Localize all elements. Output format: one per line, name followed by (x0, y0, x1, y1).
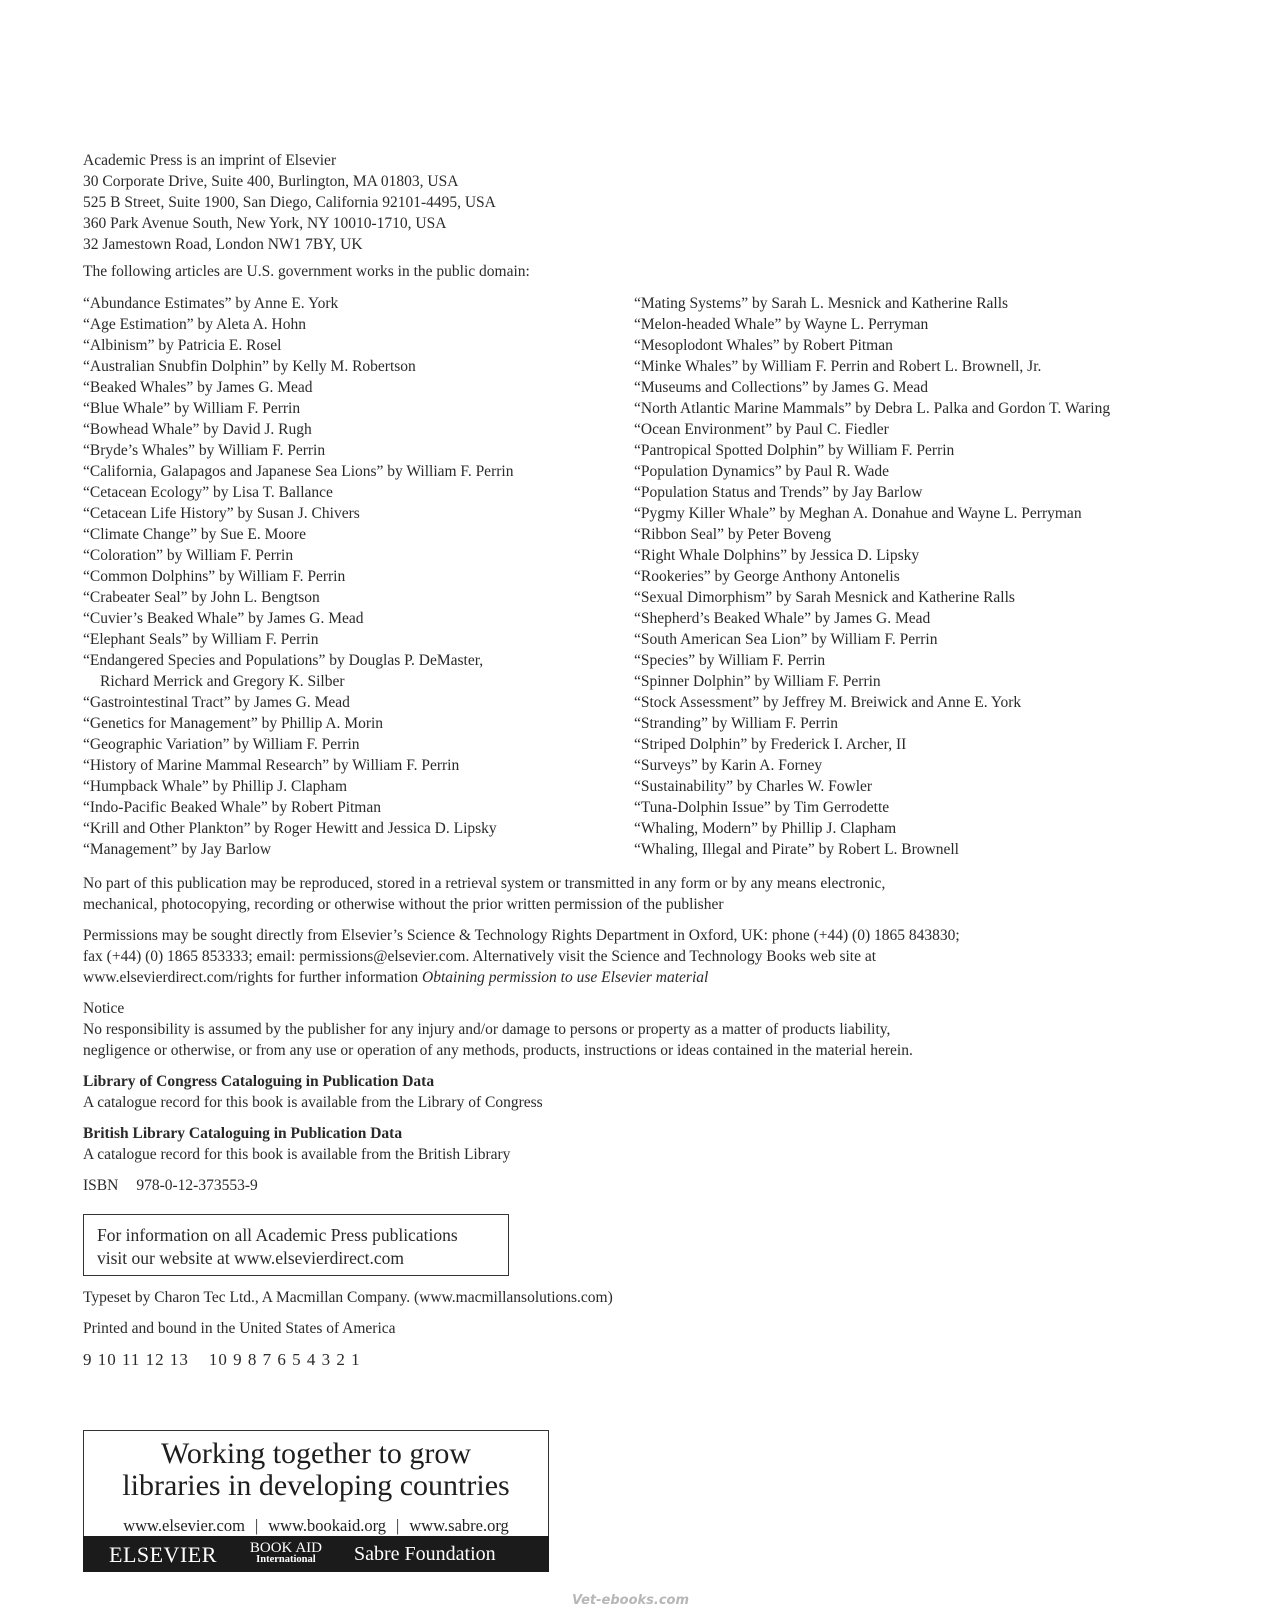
rights-statement (83, 873, 1203, 915)
articles-column-right (634, 293, 1203, 860)
typeset-credit: Typeset by Charon Tec Ltd., A Macmillan Company. (www.macmillansolutions.com) (83, 1289, 613, 1306)
banner-title (84, 1431, 548, 1502)
permissions-link-text: www.elsevierdirect.com/rights for further information (83, 969, 423, 986)
loc-heading: Library of Congress Cataloguing in Publication Data (83, 1073, 435, 1090)
address-line: 32 Jamestown Road, London NW1 7BY, UK (83, 236, 363, 253)
article-credit: “Species” by William F. Perrin (634, 652, 826, 669)
notice-line: negligence or otherwise, or from any use or operation of any methods, products, instructions or ideas contained in the material herein. (83, 1042, 913, 1059)
bl-heading: British Library Cataloguing in Publication Data (83, 1125, 403, 1142)
article-credit: “Tuna-Dolphin Issue” by Tim Gerrodette (634, 799, 890, 816)
article-credit: “Ribbon Seal” by Peter Boveng (634, 526, 832, 543)
address-line: 360 Park Avenue South, New York, NY 10010-1710, USA (83, 215, 447, 232)
isbn-label: ISBN (83, 1177, 119, 1194)
article-credit: “Museums and Collections” by James G. Mead (634, 379, 929, 396)
link-separator: | (254, 1516, 259, 1535)
article-credit: “Shepherd’s Beaked Whale” by James G. Mead (634, 610, 931, 627)
info-box-line: visit our website at www.elsevierdirect.com (97, 1248, 404, 1268)
publisher-address (83, 150, 1203, 255)
article-credit: “Striped Dolphin” by Frederick I. Archer, II (634, 736, 907, 753)
article-credit: “Indo-Pacific Beaked Whale” by Robert Pitman (83, 799, 381, 816)
article-credit: “Crabeater Seal” by John L. Bengtson (83, 589, 320, 606)
article-credit: “Minke Whales” by William F. Perrin and Robert L. Brownell, Jr. (634, 358, 1042, 375)
article-credit: “Climate Change” by Sue E. Moore (83, 526, 306, 543)
article-credit: “Blue Whale” by William F. Perrin (83, 400, 301, 417)
public-domain-articles (83, 293, 1203, 860)
bl-cataloguing (83, 1123, 1203, 1165)
bookaid-logo (250, 1542, 322, 1566)
article-credit: “Krill and Other Plankton” by Roger Hewitt and Jessica D. Lipsky (83, 820, 497, 837)
article-credit: “Abundance Estimates” by Anne E. York (83, 295, 339, 312)
article-credit: “Spinner Dolphin” by William F. Perrin (634, 673, 881, 690)
sponsor-logo-bar (83, 1536, 549, 1572)
article-credit: “Cetacean Life History” by Susan J. Chivers (83, 505, 360, 522)
article-credit: “Ocean Environment” by Paul C. Fiedler (634, 421, 889, 438)
article-credit: “History of Marine Mammal Research” by William F. Perrin (83, 757, 460, 774)
article-credit: “Right Whale Dolphins” by Jessica D. Lipsky (634, 547, 920, 564)
loc-cataloguing (83, 1071, 1203, 1113)
link-separator: | (396, 1516, 400, 1535)
article-credit: “Beaked Whales” by James G. Mead (83, 379, 313, 396)
article-credit: “Pygmy Killer Whale” by Meghan A. Donahue and Wayne L. Perryman (634, 505, 1082, 522)
article-credit: “Whaling, Modern” by Phillip J. Clapham (634, 820, 897, 837)
print-run: 10 9 8 7 6 5 4 3 2 1 (208, 1350, 361, 1369)
permissions-line: fax (+44) (0) 1865 853333; email: permissions@elsevier.com. Alternatively visit the Science and Technology Books web site at (83, 948, 877, 965)
loc-text: A catalogue record for this book is available from the Library of Congress (83, 1094, 543, 1111)
article-credit: “Rookeries” by George Anthony Antonelis (634, 568, 900, 585)
article-credit: “Cetacean Ecology” by Lisa T. Ballance (83, 484, 333, 501)
permissions-statement (83, 925, 1203, 988)
bookaid-logo-sub: International (256, 1554, 316, 1565)
article-credit: “Cuvier’s Beaked Whale” by James G. Mead (83, 610, 364, 627)
isbn-value: 978-0-12-373553-9 (136, 1177, 258, 1194)
print-years: 9 10 11 12 13 (83, 1350, 189, 1369)
article-credit: “Geographic Variation” by William F. Perrin (83, 736, 360, 753)
printed-statement: Printed and bound in the United States of America (83, 1320, 396, 1337)
sabre-logo: Sabre Foundation (353, 1542, 496, 1565)
permissions-line: Permissions may be sought directly from Elsevier’s Science & Technology Rights Department in Oxford, UK: phone (+44) (0) 1865 843830; (83, 927, 960, 944)
article-credit: “Population Dynamics” by Paul R. Wade (634, 463, 890, 480)
article-credit: “North Atlantic Marine Mammals” by Debra L. Palka and Gordon T. Waring (634, 400, 1111, 417)
book-aid-banner (83, 1430, 549, 1572)
article-credit: “Stranding” by William F. Perrin (634, 715, 839, 732)
article-credit: “Bryde’s Whales” by William F. Perrin (83, 442, 326, 459)
elsevier-logo: ELSEVIER (109, 1541, 217, 1567)
permissions-italic-title: Obtaining permission to use Elsevier material (422, 969, 709, 986)
printer-key (83, 1349, 1203, 1370)
address-line: 525 B Street, Suite 1900, San Diego, California 92101-4495, USA (83, 194, 496, 211)
bookaid-logo-name: BOOK AID (249, 1540, 322, 1556)
article-credit-continued: Richard Merrick and Gregory K. Silber (100, 673, 345, 690)
sabre-link[interactable]: www.sabre.org (409, 1516, 509, 1535)
article-credit: “Bowhead Whale” by David J. Rugh (83, 421, 312, 438)
article-credit: “Gastrointestinal Tract” by James G. Mead (83, 694, 350, 711)
article-credit: “Age Estimation” by Aleta A. Hohn (83, 316, 306, 333)
article-credit: “Melon-headed Whale” by Wayne L. Perryman (634, 316, 929, 333)
rights-line: mechanical, photocopying, recording or otherwise without the prior written permission of the publisher (83, 896, 724, 913)
bookaid-link[interactable]: www.bookaid.org (268, 1516, 387, 1535)
article-credit: “Albinism” by Patricia E. Rosel (83, 337, 282, 354)
article-credit: “Mesoplodont Whales” by Robert Pitman (634, 337, 893, 354)
banner-title-line: libraries in developing countries (122, 1469, 510, 1502)
banner-title-line: Working together to grow (160, 1437, 472, 1470)
article-credit: “Genetics for Management” by Phillip A. Morin (83, 715, 384, 732)
watermark: Vet-ebooks.com (572, 1593, 690, 1608)
article-credit: “Pantropical Spotted Dolphin” by William F. Perrin (634, 442, 955, 459)
article-credit: “Common Dolphins” by William F. Perrin (83, 568, 346, 585)
article-credit: “Australian Snubfin Dolphin” by Kelly M. Robertson (83, 358, 416, 375)
elsevier-link[interactable]: www.elsevier.com (123, 1516, 245, 1535)
article-credit: “Endangered Species and Populations” by Douglas P. DeMaster, (83, 652, 484, 669)
article-credit: “South American Sea Lion” by William F. Perrin (634, 631, 938, 648)
permissions-line (83, 967, 1203, 988)
articles-column-left (83, 293, 634, 860)
article-credit: “Whaling, Illegal and Pirate” by Robert L. Brownell (634, 841, 959, 858)
article-credit: “Elephant Seals” by William F. Perrin (83, 631, 319, 648)
article-credit: “Population Status and Trends” by Jay Barlow (634, 484, 923, 501)
notice-section (83, 998, 1203, 1061)
article-credit: “Coloration” by William F. Perrin (83, 547, 294, 564)
article-credit: “Management” by Jay Barlow (83, 841, 272, 858)
article-credit: “Sexual Dimorphism” by Sarah Mesnick and Katherine Ralls (634, 589, 1015, 606)
isbn (83, 1175, 1203, 1196)
copyright-page (83, 150, 1203, 1370)
article-credit: “California, Galapagos and Japanese Sea Lions” by William F. Perrin (83, 463, 514, 480)
banner-links (84, 1515, 548, 1536)
article-credit: “Stock Assessment” by Jeffrey M. Breiwick and Anne E. York (634, 694, 1022, 711)
notice-heading: Notice (83, 1000, 125, 1017)
info-box (83, 1214, 509, 1276)
article-credit: “Surveys” by Karin A. Forney (634, 757, 823, 774)
article-credit: “Sustainability” by Charles W. Fowler (634, 778, 873, 795)
info-box-line: For information on all Academic Press publications (97, 1225, 458, 1245)
article-credit: “Humpback Whale” by Phillip J. Clapham (83, 778, 348, 795)
bl-text: A catalogue record for this book is available from the British Library (83, 1146, 511, 1163)
address-line: Academic Press is an imprint of Elsevier (83, 152, 337, 169)
rights-line: No part of this publication may be reproduced, stored in a retrieval system or transmitted in any form or by any means electronic, (83, 875, 886, 892)
article-credit: “Mating Systems” by Sarah L. Mesnick and Katherine Ralls (634, 295, 1009, 312)
notice-line: No responsibility is assumed by the publisher for any injury and/or damage to persons or property as a matter of products liability, (83, 1021, 891, 1038)
public-domain-intro: The following articles are U.S. government works in the public domain: (83, 263, 530, 280)
address-line: 30 Corporate Drive, Suite 400, Burlington, MA 01803, USA (83, 173, 459, 190)
